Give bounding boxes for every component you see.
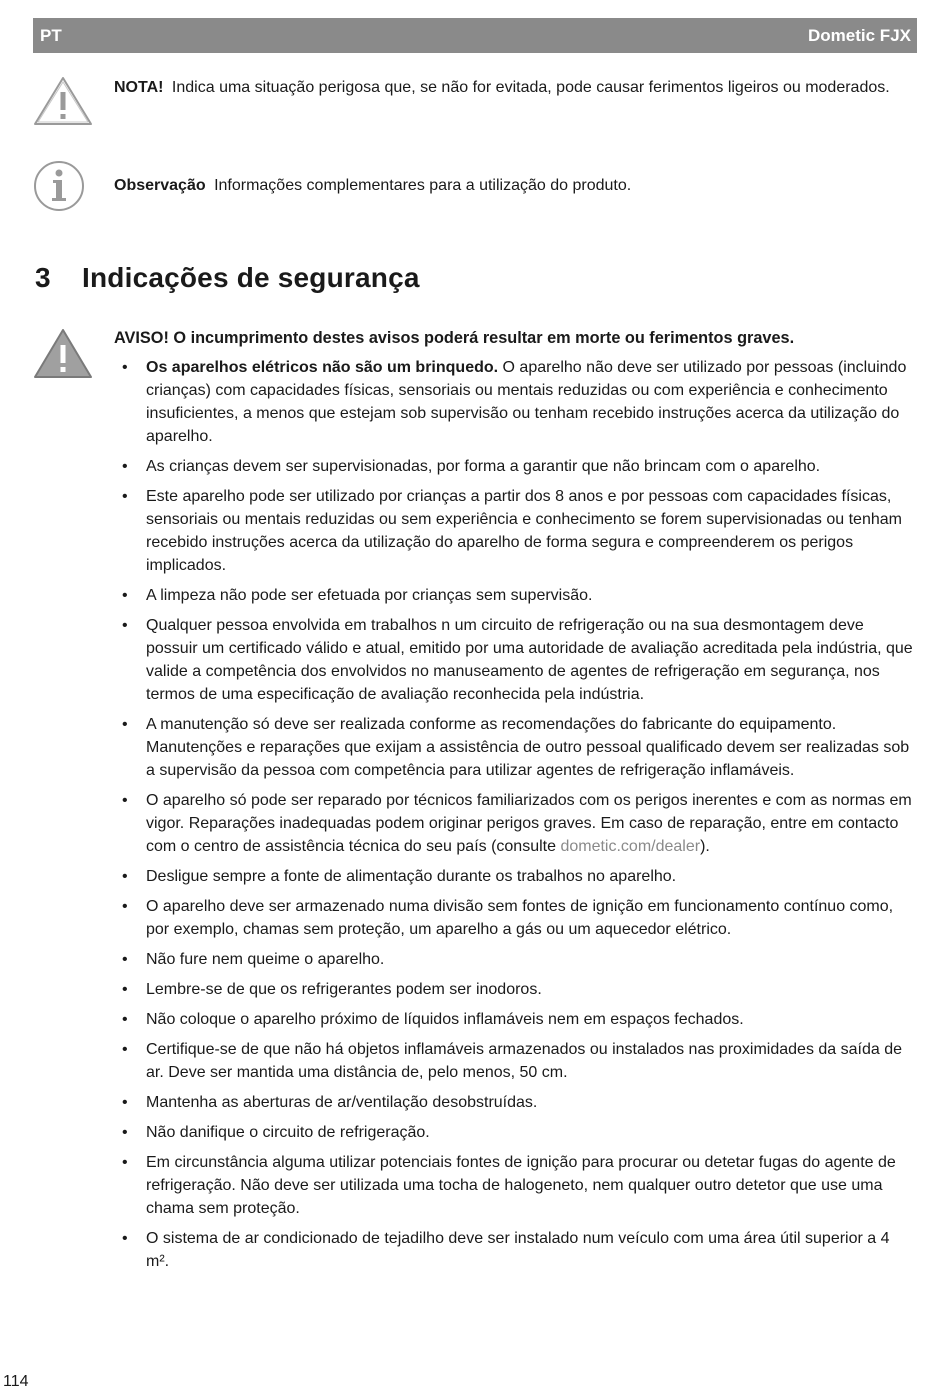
list-item-text: O aparelho deve ser armazenado numa divisão sem fontes de ignição em funcionamento contínuo como, por exemplo, chamas sem proteção, um aparelho a gás ou um aquecedor elétrico.: [146, 898, 894, 938]
warning-triangle-icon: [33, 328, 93, 380]
info-note-text: [114, 174, 914, 197]
info-note-label: Observação: [114, 177, 206, 194]
bullet-dot: •: [122, 587, 128, 604]
section-number: 3: [35, 262, 51, 293]
list-item-text: Não danifique o circuito de refrigeração.: [146, 1124, 430, 1141]
section-heading: [35, 262, 420, 294]
list-item: [114, 614, 916, 706]
list-item: [114, 789, 916, 858]
list-item-text: O aparelho só pode ser reparado por técnicos familiarizados com os perigos inerentes e com as normas em vigor. Reparações inadequadas podem originar perigos graves. Em caso de reparação, entre em contacto com o centro de assistência técnica do seu país (consulte: [146, 792, 912, 855]
list-item: [114, 1151, 916, 1220]
page-header: [33, 18, 917, 53]
bullet-dot: •: [122, 1041, 128, 1058]
list-item-text: O sistema de ar condicionado de tejadilho deve ser instalado num veículo com uma área útil superior a 4 m².: [146, 1230, 890, 1270]
bullet-dot: •: [122, 1011, 128, 1028]
list-item: [114, 356, 916, 448]
list-item: [114, 713, 916, 782]
safety-list: [114, 356, 916, 1280]
bullet-dot: •: [122, 792, 128, 809]
info-note-body: Informações complementares para a utilização do produto.: [214, 177, 632, 194]
bullet-dot: •: [122, 898, 128, 915]
bullet-dot: •: [122, 488, 128, 505]
list-item-text: Este aparelho pode ser utilizado por crianças a partir dos 8 anos e por pessoas com capacidades físicas, sensoriais ou mentais reduzidas ou sem experiência e conhecimento se forem supervisionadas ou tenham recebido instruções acerca da utilização do aparelho de forma segura e compreenderem os perigos implicados.: [146, 488, 902, 574]
dealer-link[interactable]: dometic.com/dealer: [560, 838, 701, 855]
list-item-text: As crianças devem ser supervisionadas, por forma a garantir que não brincam com o aparelho.: [146, 458, 821, 475]
section-title: Indicações de segurança: [82, 262, 420, 293]
caution-note-text: [114, 76, 914, 99]
list-item: [114, 1121, 916, 1144]
list-item: [114, 1038, 916, 1084]
caution-note-label: NOTA!: [114, 79, 164, 96]
bullet-dot: •: [122, 617, 128, 634]
bullet-dot: •: [122, 981, 128, 998]
warning-heading: AVISO! O incumprimento destes avisos poderá resultar em morte ou ferimentos graves.: [114, 329, 795, 347]
list-item-text: Não fure nem queime o aparelho.: [146, 951, 385, 968]
list-item: [114, 865, 916, 888]
list-item: [114, 485, 916, 577]
list-item-text: Mantenha as aberturas de ar/ventilação desobstruídas.: [146, 1094, 538, 1111]
bullet-dot: •: [122, 1230, 128, 1247]
list-item: [114, 1227, 916, 1273]
list-item: [114, 895, 916, 941]
list-item-text: Lembre-se de que os refrigerantes podem ser inodoros.: [146, 981, 542, 998]
list-item-text: Qualquer pessoa envolvida em trabalhos n um circuito de refrigeração ou na sua desmontagem deve possuir um certificado válido e atual, emitido por uma autoridade de avaliação acreditada pela indústria, que valide a competência dos envolvidos no manuseamento de agentes de refrigeração em segurança, nos termos de uma especificação de avaliação reconhecida pela indústria.: [146, 617, 913, 703]
list-item-text: Certifique-se de que não há objetos inflamáveis armazenados ou instalados nas proximidades da saída de ar. Deve ser mantida uma distância de, pelo menos, 50 cm.: [146, 1041, 903, 1081]
caution-note-body: Indica uma situação perigosa que, se não for evitada, pode causar ferimentos ligeiros ou moderados.: [171, 79, 890, 96]
list-item-text: Desligue sempre a fonte de alimentação durante os trabalhos no aparelho.: [146, 868, 677, 885]
bullet-dot: •: [122, 359, 128, 376]
bullet-dot: •: [122, 458, 128, 475]
list-item-text: Em circunstância alguma utilizar potenciais fontes de ignição para procurar ou detetar fugas do agente de refrigeração. Não deve ser utilizada uma tocha de halogeneto, nem qualquer outro detetor que use uma chama sem proteção.: [146, 1154, 896, 1217]
bullet-dot: •: [122, 1124, 128, 1141]
bullet-dot: •: [122, 868, 128, 885]
product-name: Dometic FJX: [808, 26, 911, 45]
list-item: [114, 978, 916, 1001]
caution-triangle-icon: [33, 76, 93, 126]
page-number: 114: [3, 1373, 29, 1390]
list-item-bold: Os aparelhos elétricos não são um brinquedo.: [146, 359, 499, 376]
list-item-text-end: ).: [700, 838, 710, 855]
bullet-dot: •: [122, 951, 128, 968]
list-item: [114, 455, 916, 478]
list-item: [114, 584, 916, 607]
list-item: [114, 948, 916, 971]
language-label: PT: [40, 26, 62, 45]
bullet-dot: •: [122, 1094, 128, 1111]
list-item-text: A limpeza não pode ser efetuada por crianças sem supervisão.: [146, 587, 593, 604]
bullet-dot: •: [122, 716, 128, 733]
list-item: [114, 1091, 916, 1114]
list-item: [114, 1008, 916, 1031]
list-item-text: O aparelho não deve ser utilizado por pessoas (incluindo crianças) com capacidades físicas, sensoriais ou mentais reduzidas ou com experiência e conhecimento insuficientes, a menos que estejam sob supervisão ou tenham recebido instruções acerca da utilização do aparelho.: [146, 359, 907, 445]
list-item-text: Não coloque o aparelho próximo de líquidos inflamáveis nem em espaços fechados.: [146, 1011, 744, 1028]
bullet-dot: •: [122, 1154, 128, 1171]
info-circle-icon: [33, 160, 85, 212]
list-item-text: A manutenção só deve ser realizada conforme as recomendações do fabricante do equipamento. Manutenções e reparações que exijam a assistência de outro pessoal qualificado devem ser realizadas sob a supervisão da pessoa com competência para utilizar agentes de refrigeração inflamáveis.: [146, 716, 910, 779]
